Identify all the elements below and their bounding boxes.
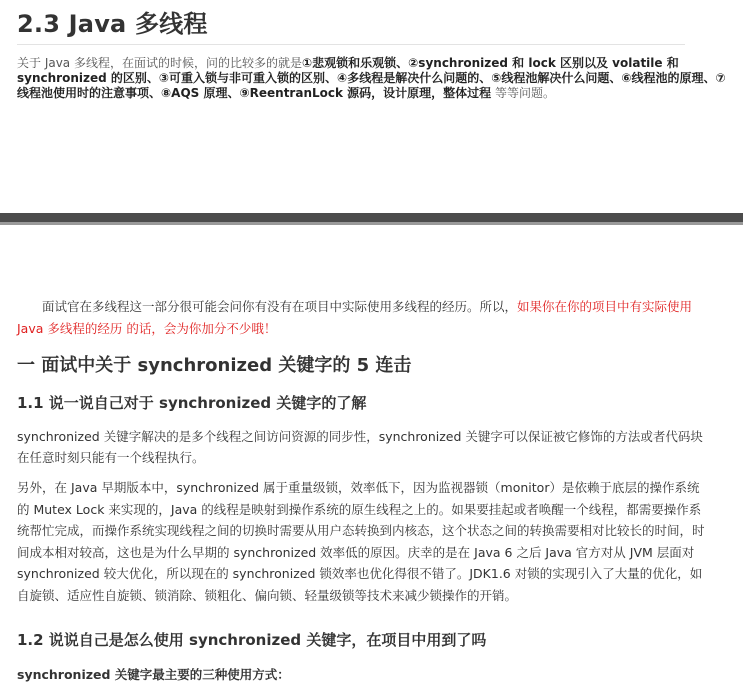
page-break-bar [0, 213, 743, 222]
lead-paragraph [17, 296, 707, 340]
subsection-title-1-1: 1.1 说一说自己对于 synchronized 关键字的了解 [17, 394, 367, 412]
intro-suffix: 等等问题。 [491, 86, 555, 100]
subsection-title-1-2: 1.2 说说自己是怎么使用 synchronized 关键字，在项目中用到了吗 [17, 631, 487, 649]
paragraph-synchronized-intro: synchronized 关键字解决的是多个线程之间访问资源的同步性，synchronized 关键字可以保证被它修饰的方法或者代码块在任意时刻只能有一个线程执行。 [17, 429, 703, 465]
document-page-1 [0, 0, 743, 212]
paragraph-synchronized-history: 另外，在 Java 早期版本中，synchronized 属于重量级锁，效率低下，因为监视器锁（monitor）是依赖于底层的操作系统的 Mutex Lock 来实现的，Java 的线程是映射到操作系统的原生线程之上的。如果要挂起或者唤醒一个线程，都需要操作系统帮忙完成，而操作系统实现线程之间的切换时需要从用户态转换到内核态，这个状态之间的转换需要相对比较长的时间，时间成本相对较高，这也是为什么早期的 synchronized 效率低的原因。庆幸的是在 Java 6 之后 Java 官方对从 JVM 层面对 synchronized 较大优化，所以现在的 synchronized 锁效率也优化得很不错了。JDK1.6 对锁的实现引入了大量的优化，如自旋锁、适应性自旋锁、锁消除、锁粗化、偏向锁、轻量级锁等技术来减少锁操作的开销。 [17, 480, 705, 603]
heading-underline [17, 44, 685, 45]
lead-highlight: 如果你在你的项目中有实际使用 Java 多线程的经历 的话，会为你加分不少哦！ [17, 299, 693, 336]
document-page-2 [0, 225, 743, 689]
intro-prefix: 关于 Java 多线程，在面试的时候，问的比较多的就是 [17, 56, 302, 70]
section-title-synchronized: 一 面试中关于 synchronized 关键字的 5 连击 [17, 355, 412, 376]
intro-paragraph [17, 56, 737, 101]
lead-text: 面试官在多线程这一部分很可能会问你有没有在项目中实际使用多线程的经历。所以， [42, 299, 518, 314]
intro-topic-list: ①悲观锁和乐观锁、②synchronized 和 lock 区别以及 volatile 和 synchronized 的区别、③可重入锁与非可重入锁的区别、④多线程是解决什么问题的、⑤线程池解决什么问题、⑥线程池的原理、⑦线程池使用时的注意事项、⑧AQS 原理、⑨ReentranLock 源码，设计原理，整体过程 [17, 56, 726, 100]
paragraph-usage-intro: synchronized 关键字最主要的三种使用方式： [17, 667, 290, 682]
section-heading-java-multithreading: 2.3 Java 多线程 [17, 10, 208, 38]
